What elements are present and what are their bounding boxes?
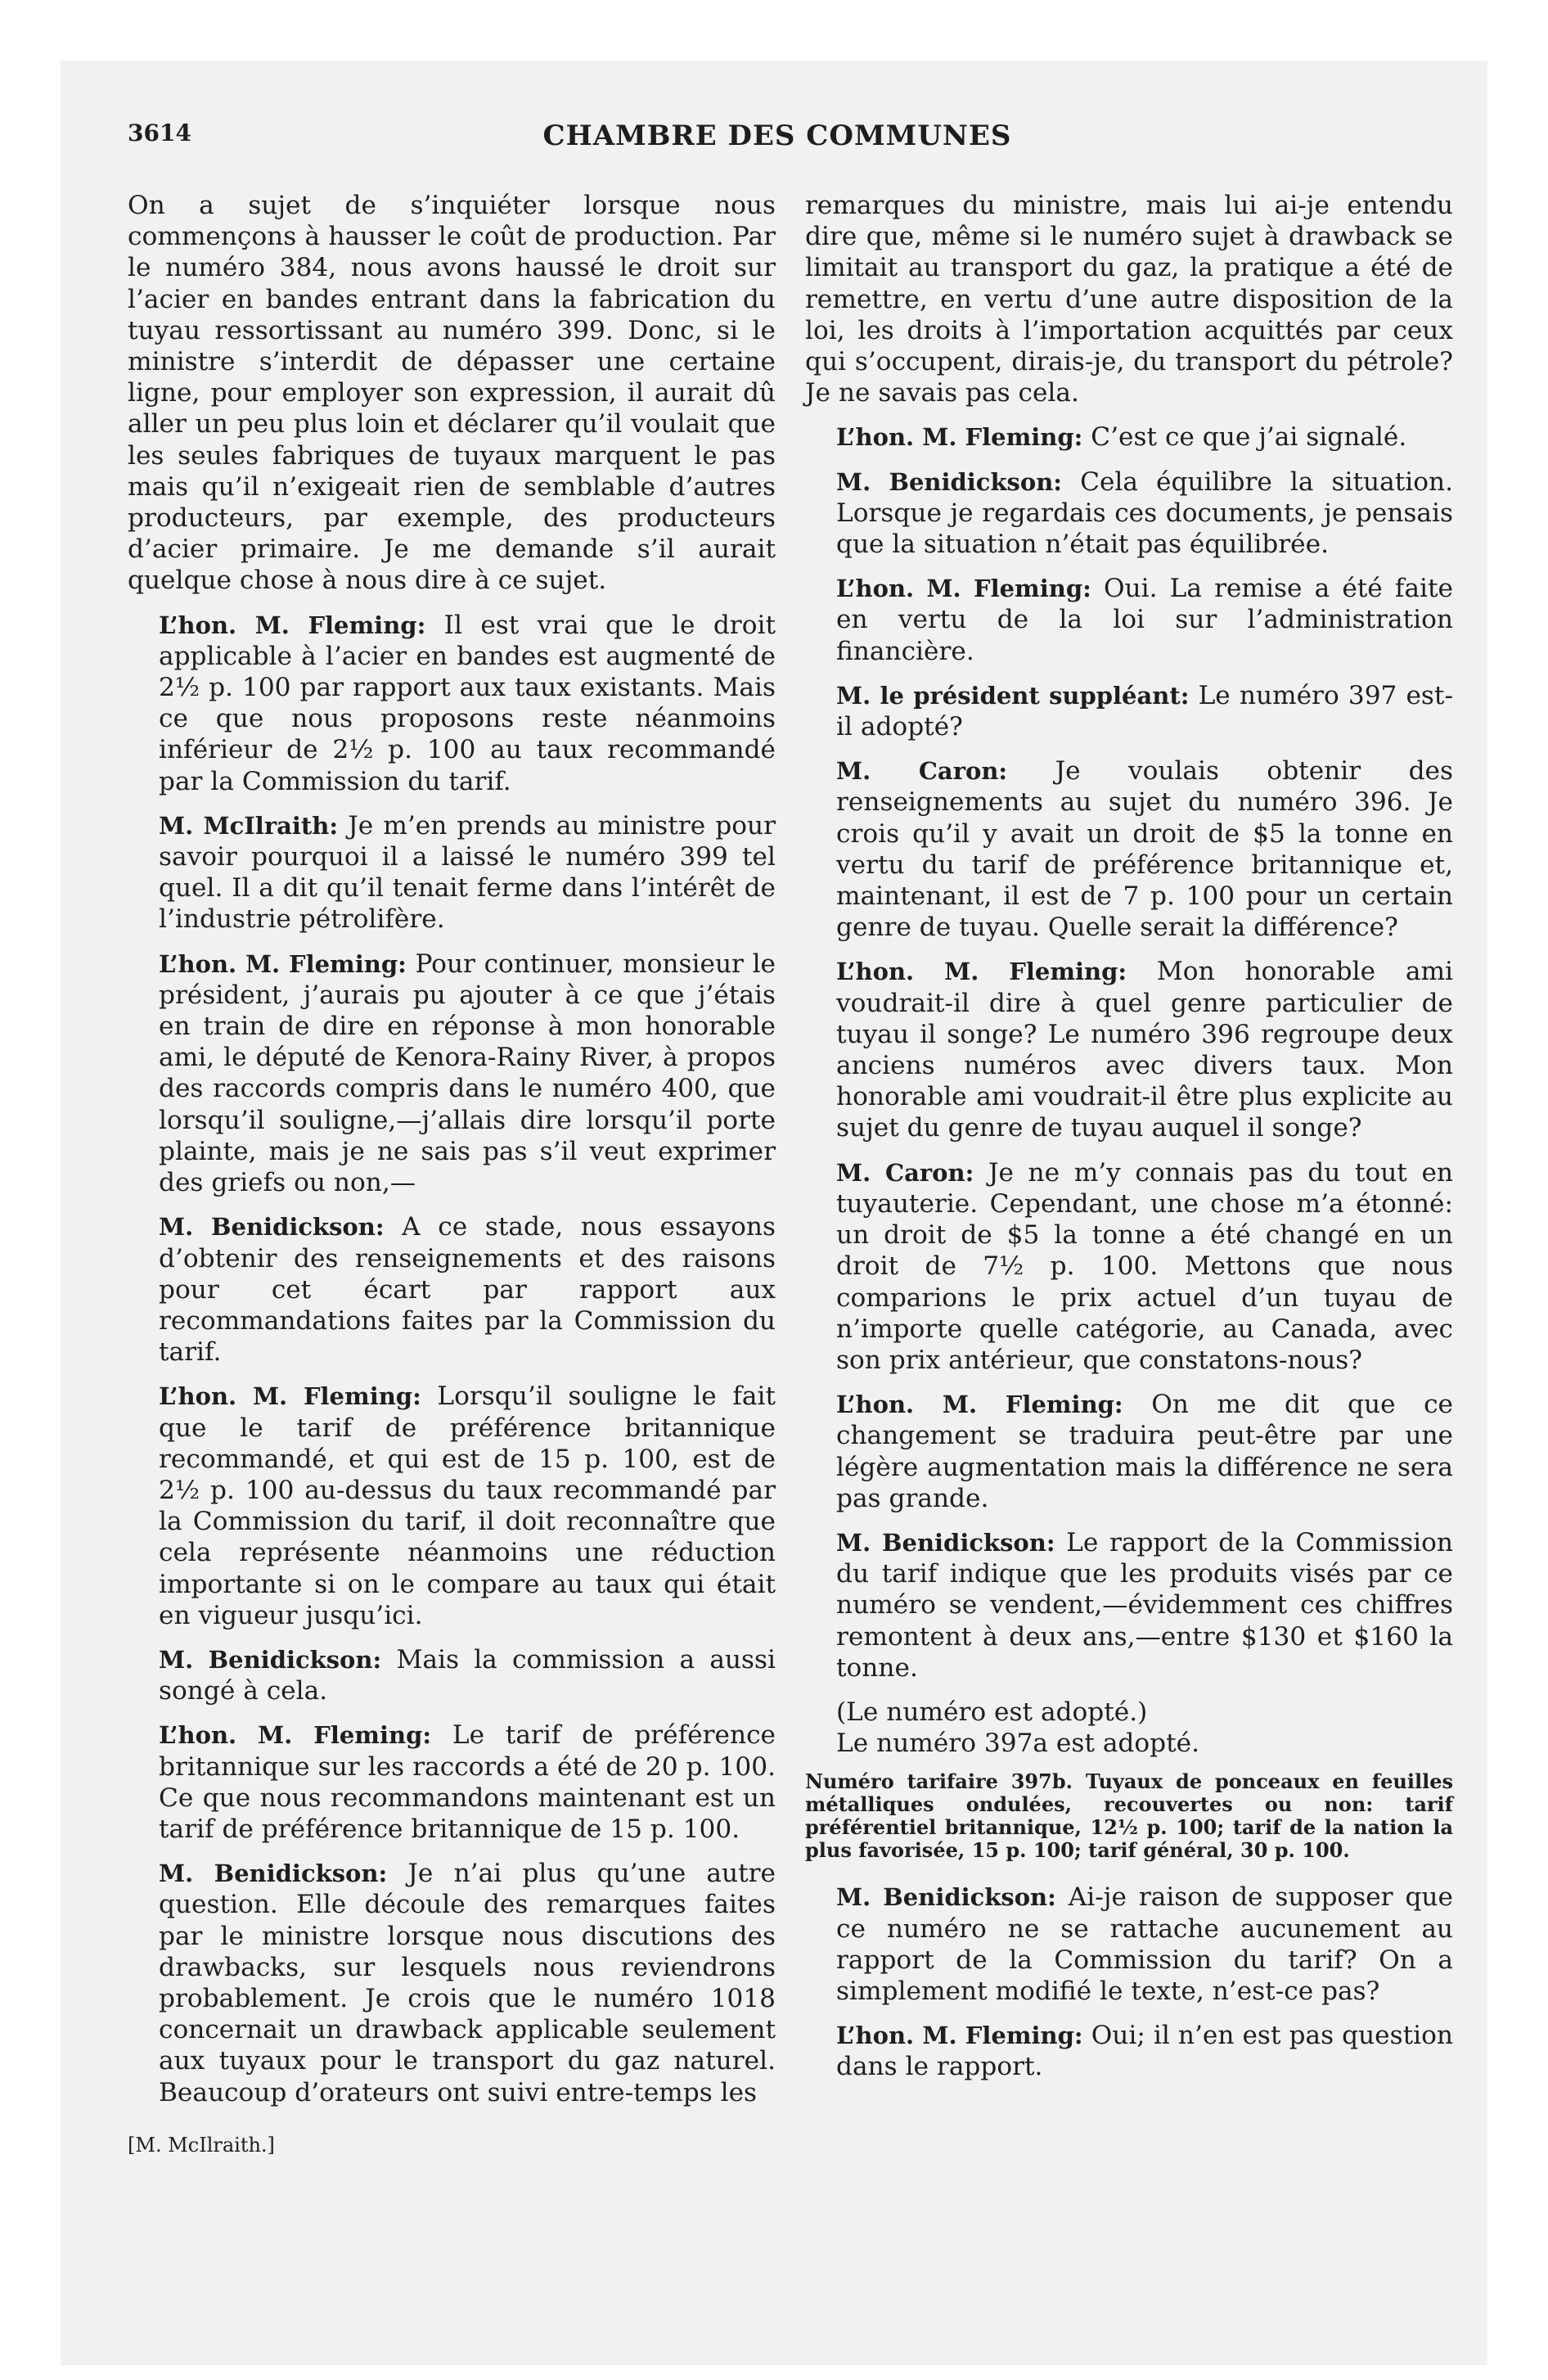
speech-text: Je ne m’y connais pas du tout en tuyauterie. Cependant, une chose m’a étonné: un droit de $5 la tonne a été changé en un droit de 7½ p. 100. Mettons que nous comparions le prix actuel d’un tuyau de n’importe quelle catégorie, au Canada, avec son prix antérieur, que constatons-nous?	[836, 1157, 1454, 1375]
running-title: CHAMBRE DES COMMUNES	[542, 119, 1012, 152]
speech-text: Le tarif de préférence britannique sur les raccords a été de 20 p. 100. Ce que nous recommandons maintenant est un tarif de préférence britannique de 15 p. 100.	[159, 1720, 776, 1844]
speaker: L’hon. M. Fleming:	[836, 1391, 1123, 1419]
speech	[805, 467, 1453, 561]
speech	[805, 1389, 1453, 1514]
speaker: M. le président suppléant:	[836, 681, 1190, 710]
speech-text: Ai-je raison de supposer que ce numéro ne se rattache aucunement au rapport de la Commission du tarif? On a simplement modifié le texte, n’est-ce pas?	[836, 1882, 1453, 2006]
speaker: M. Benidickson:	[836, 1528, 1055, 1557]
page-number: 3614	[128, 119, 191, 146]
speech-text: Le rapport de la Commission du tarif indique que les produits visés par ce numéro se vendent,—évidemment ces chiffres remontent à deux ans,—entre $130 et $160 la tonne.	[836, 1527, 1453, 1683]
speaker: L’hon. M. Fleming:	[159, 949, 407, 978]
speaker: L’hon. M. Fleming:	[159, 1382, 421, 1411]
paragraph-text: remarques du ministre, mais lui ai-je entendu dire que, même si le numéro sujet à drawback se limitait au transport du gaz, la pratique a été de remettre, en vertu d’une autre disposition de la loi, les droits à l’importation acquittés par ceux qui s’occupent, dirais-je, du transport du pétrole? Je ne savais pas cela.	[805, 191, 1453, 408]
speech-text: On me dit que ce changement se traduira peut-être par une légère augmentation mais la différence ne sera pas grande.	[836, 1390, 1453, 1513]
speaker: L’hon. M. Fleming:	[836, 958, 1127, 986]
speech	[805, 956, 1453, 1143]
speech	[128, 949, 776, 1199]
speech-text: Oui; il n’en est pas question dans le rapport.	[836, 2021, 1454, 2082]
speech	[128, 1720, 776, 1845]
speech	[805, 421, 1453, 453]
speech-text: Il est vrai que le droit applicable à l’acier en bandes est augmenté de 2½ p. 100 par rapport aux taux existants. Mais ce que nous proposons reste néanmoins inférieur de 2½ p. 100 au taux recommandé par la Commission du tarif.	[159, 610, 776, 796]
adoption-note: (Le numéro est adopté.)	[836, 1697, 1148, 1727]
paragraph	[805, 190, 1453, 408]
right-column	[805, 190, 1453, 2096]
speech-text: Je m’en prends au ministre pour savoir pourquoi il a laissé le numéro 399 tel quel. Il a dit qu’il tenait ferme dans l’intérêt de l’industrie pétrolifère.	[159, 810, 776, 935]
speech-text: C’est ce que j’ai signalé.	[1091, 422, 1407, 453]
speech	[128, 1644, 776, 1706]
speech-text: Cela équilibre la situation. Lorsque je regardais ces documents, je pensais que la situation n’était pas équilibrée.	[836, 467, 1453, 560]
paragraph	[128, 190, 776, 597]
speech-text: Mais la commission a aussi songé à cela.	[159, 1644, 776, 1706]
speech	[805, 1157, 1453, 1376]
speech-text: Mon honorable ami voudrait-il dire à quel genre particulier de tuyau il songe? Le numéro 396 regroupe deux anciens numéros avec divers taux. Mon honorable ami voudrait-il être plus explicite au sujet du genre de tuyau auquel il songe?	[836, 957, 1453, 1143]
speech	[805, 573, 1453, 667]
speech-text: Pour continuer, monsieur le président, j’aurais pu ajouter à ce que j’étais en train de dire en réponse à mon honorable ami, le député de Kenora-Rainy River, à propos des raccords compris dans le numéro 400, que lorsqu’il souligne,—j’allais dire lorsqu’il porte plainte, mais je ne sais pas s’il veut exprimer des griefs ou non,—	[159, 949, 776, 1198]
page-header	[128, 119, 1427, 157]
speaker: M. Benidickson:	[836, 1883, 1056, 1912]
speaker: L’hon. M. Fleming:	[159, 1721, 432, 1750]
speaker: M. Benidickson:	[159, 1859, 388, 1888]
speech	[128, 1211, 776, 1368]
speaker: L’hon. M. Fleming:	[836, 2022, 1083, 2050]
speech-text: Je n’ai plus qu’une autre question. Elle découle des remarques faites par le ministre lorsque nous discutions des drawbacks, sur lesquels nous reviendrons probablement. Je crois que le numéro 1018 concernait un drawback applicable seulement aux tuyaux pour le transport du gaz naturel. Beaucoup d’orateurs ont suivi entre-temps les	[159, 1859, 776, 2107]
adoption-note: Le numéro 397a est adopté.	[836, 1729, 1200, 1759]
speech-text: Je voulais obtenir des renseignements au sujet du numéro 396. Je crois qu’il y avait un droit de $5 la tonne en vertu du tarif de préférence britannique et, maintenant, il est de 7 p. 100 pour un certain genre de tuyau. Quelle serait la différence?	[836, 756, 1454, 943]
left-column	[128, 190, 776, 2174]
speech	[805, 755, 1453, 943]
speaker: M. Benidickson:	[159, 1213, 385, 1242]
speech	[128, 610, 776, 797]
speech	[128, 1381, 776, 1631]
speaker: M. McIlraith:	[159, 811, 339, 840]
paragraph-text: On a sujet de s’inquiéter lorsque nous commençons à hausser le coût de production. Par le numéro 384, nous avons haussé le droit sur l’acier en bandes entrant dans la fabrication du tuyau ressortissant au numéro 399. Donc, si le ministre s’interdit de dépasser une certaine ligne, pour employer son expression, il aurait dû aller un peu plus loin et déclarer qu’il voulait que les seules fabriques de tuyaux marquent le pas mais qu’il n’exigeait rien de semblable d’autres producteurs, par exemple, des producteurs d’acier primaire. Je me demande s’il aurait quelque chose à nous dire à ce sujet.	[128, 191, 776, 596]
speaker: M. Caron:	[836, 757, 1008, 786]
tariff-item: Numéro tarifaire 397b. Tuyaux de ponceaux en feuilles métalliques ondulées, recouvertes ou non: tarif préférentiel britannique, 12½ p. 100; tarif de la nation la plus favorisée, 15 p. 100; tarif général, 30 p. 100.	[805, 1769, 1453, 1863]
speech	[128, 1858, 776, 2108]
speech-text: Le numéro 397 est-il adopté?	[836, 680, 1454, 742]
footer-attribution: [M. McIlraith.]	[128, 2133, 275, 2157]
speaker: M. Caron:	[836, 1158, 974, 1187]
speaker: M. Benidickson:	[159, 1645, 382, 1674]
speech	[805, 680, 1453, 742]
speaker: L’hon. M. Fleming:	[159, 611, 426, 639]
speech	[805, 2020, 1453, 2082]
speech	[805, 1527, 1453, 1684]
speaker: M. Benidickson:	[836, 467, 1063, 496]
speaker: L’hon. M. Fleming:	[836, 423, 1083, 452]
speech	[128, 810, 776, 935]
speech-text: A ce stade, nous essayons d’obtenir des renseignements et des raisons pour cet écart par rapport aux recommandations faites par la Commission du tarif.	[159, 1212, 776, 1368]
speech	[805, 1882, 1453, 2007]
speaker: L’hon. M. Fleming:	[836, 575, 1091, 603]
speech-text: Oui. La remise a été faite en vertu de la loi sur l’administration financière.	[836, 574, 1453, 666]
speech-text: Lorsqu’il souligne le fait que le tarif de préférence britannique recommandé, et qui est de 15 p. 100, est de 2½ p. 100 au-dessus du taux recommandé par la Commission du tarif, il doit reconnaître que cela représente néanmoins une réduction importante si on le compare au taux qui était en vigueur jusqu’ici.	[159, 1382, 776, 1630]
